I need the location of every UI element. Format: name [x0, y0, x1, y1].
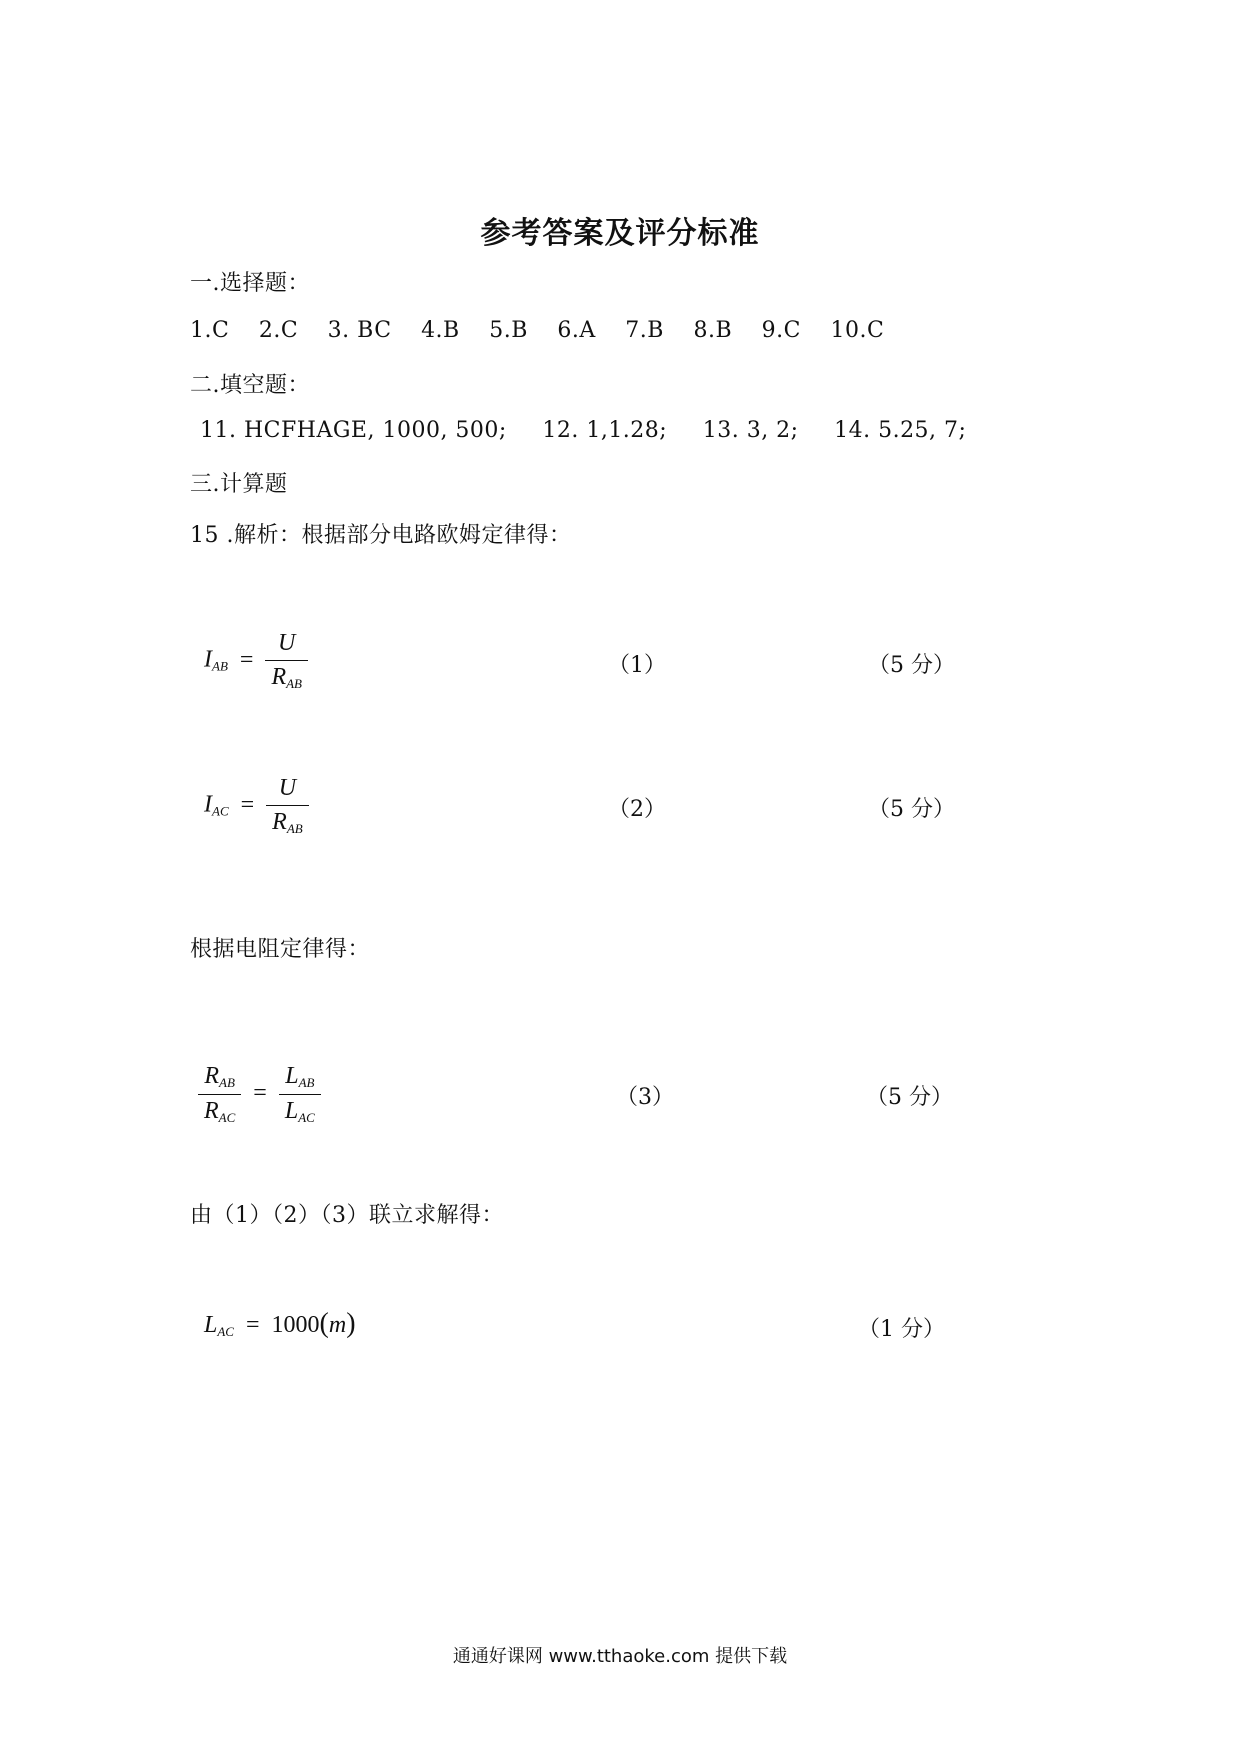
eq4-unit: m — [328, 1312, 347, 1338]
eq3-right-num-sub: AB — [298, 1075, 315, 1090]
eq2-lhs: I — [204, 791, 212, 818]
solve-intro: 由（1）（2）（3）联立求解得： — [190, 1203, 504, 1228]
section-heading-choice: 一.选择题： — [190, 271, 310, 296]
fill-answer-item: 14. 5.25, 7; — [834, 418, 967, 443]
eq2-denominator: R — [272, 809, 287, 835]
eq3-right-numerator: L — [285, 1063, 299, 1089]
eq3-number: （3） — [616, 1085, 674, 1110]
resistance-intro: 根据电阻定律得： — [190, 937, 371, 962]
answer-item: 5.B — [489, 318, 528, 343]
equation-1: $I_{AB}$ = $\frac{U}{R_{AB}}$ — [204, 630, 308, 692]
eq3-left-den-sub: AC — [218, 1110, 236, 1125]
eq4-score: （1 分） — [858, 1317, 945, 1342]
answer-item: 10.C — [830, 318, 885, 343]
answer-item: 2.C — [258, 318, 299, 343]
eq3-score: （5 分） — [866, 1085, 953, 1110]
fill-answer-item: 13. 3, 2; — [702, 418, 799, 443]
eq2-fraction — [266, 775, 309, 837]
eq1-numerator: U — [278, 630, 296, 656]
eq4-value: 1000 — [271, 1312, 320, 1338]
eq1-den-sub: AB — [286, 676, 302, 691]
eq3-right-denominator: L — [284, 1098, 299, 1124]
fill-answer-item: 11. HCFHAGE, 1000, 500; — [200, 418, 507, 443]
page-title: 参考答案及评分标准 — [480, 216, 760, 251]
answer-item: 1.C — [190, 318, 230, 343]
eq3-left-num-sub: AB — [219, 1075, 235, 1090]
answer-item: 3. BC — [327, 318, 392, 343]
choice-answers — [190, 318, 906, 343]
eq1-fraction — [265, 630, 308, 692]
eq4-lhs-sub: AC — [217, 1324, 234, 1339]
eq4-lhs: L — [204, 1312, 218, 1338]
answer-item: 6.A — [557, 318, 596, 343]
fill-answer-item: 12. 1,1.28; — [542, 418, 668, 443]
answer-item: 7.B — [625, 318, 664, 343]
eq3-left-fraction — [198, 1063, 241, 1126]
fill-answers — [200, 418, 994, 443]
eq2-numerator: U — [278, 775, 297, 801]
eq1-lhs: I — [204, 646, 212, 673]
eq2-lhs-sub: AC — [212, 803, 229, 819]
equation-4: $L_{AC} = 1000(m)$ — [204, 1308, 356, 1339]
eq1-number: （1） — [608, 653, 666, 678]
eq3-left-denominator: R — [204, 1098, 219, 1124]
eq1-denominator: R — [271, 664, 287, 690]
answer-item: 9.C — [761, 318, 801, 343]
section-heading-calc: 三.计算题 — [190, 472, 288, 497]
eq1-score: （5 分） — [868, 653, 955, 678]
answer-item: 8.B — [693, 318, 733, 343]
eq2-score: （5 分） — [868, 797, 955, 822]
eq3-right-den-sub: AC — [298, 1110, 315, 1125]
q15-intro: 15 .解析：根据部分电路欧姆定律得： — [190, 523, 572, 548]
equation-2: $I_{AC}$ = $\frac{U}{R_{AB}}$ — [204, 775, 309, 837]
eq3-left-numerator: R — [204, 1063, 220, 1089]
eq1-lhs-sub: AB — [212, 658, 228, 674]
footer-source: 通通好课网 www.tthaoke.com 提供下载 — [452, 1646, 788, 1667]
equation-3: $\frac{R_{AB}}{R_{AC}}$ = $\frac{L_{AB}}{L_{AC}}$ — [198, 1063, 321, 1126]
eq2-number: （2） — [608, 797, 666, 822]
eq2-den-sub: AB — [286, 821, 303, 836]
section-heading-fill: 二.填空题： — [190, 373, 310, 398]
answer-item: 4.B — [421, 318, 460, 343]
eq3-right-fraction — [279, 1063, 321, 1126]
